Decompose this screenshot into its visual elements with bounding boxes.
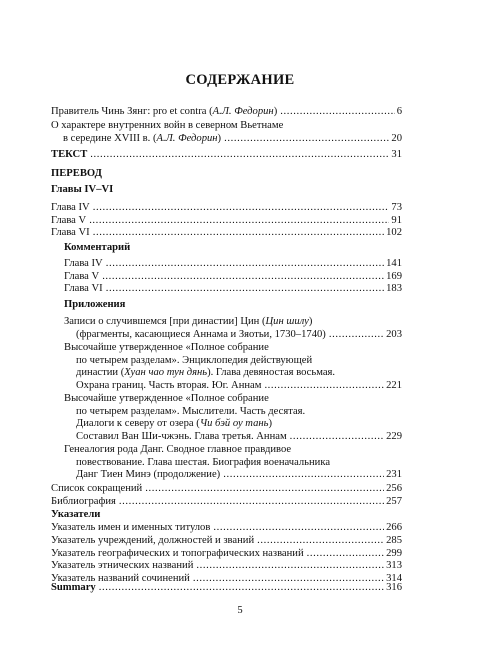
commentary-list	[64, 258, 402, 296]
leader-dots	[93, 202, 390, 215]
toc-entry-title: Список сокращений	[51, 483, 143, 494]
page-number: 169	[386, 270, 402, 282]
page-number: 6	[396, 106, 402, 117]
toc-entry-abbreviations[interactable]	[51, 483, 402, 496]
leader-dots	[106, 283, 384, 296]
page-number: 102	[386, 227, 402, 239]
toc-entry-chin-zyang[interactable]: Правитель Чинь Зянг: pro et contra (А.Л. Федорин) ..... 6	[51, 106, 402, 119]
leader-dots	[119, 496, 384, 509]
subsection-heading-chapters: Главы IV–VI	[51, 184, 114, 195]
toc-entry-chapter[interactable]	[51, 202, 402, 215]
page-number: 314	[386, 573, 402, 585]
section-heading-text: ТЕКСТ	[51, 149, 88, 160]
page-number: 316	[386, 582, 402, 593]
toc-entry-title: Указатель названий сочинений	[51, 573, 190, 585]
leader-dots	[89, 215, 389, 228]
leader-dots	[290, 431, 384, 444]
toc-entry-title: Глава IV	[51, 202, 90, 213]
page-number: 73	[391, 202, 402, 213]
page-number: 221	[386, 379, 402, 391]
toc-entry-title: Записи о случившемся [при династии] Цин (	[64, 316, 266, 327]
page-number: 231	[386, 469, 402, 481]
leader-dots	[102, 271, 384, 284]
toc-entry-chapter[interactable]	[51, 215, 402, 228]
toc-entry-title-cont: Охрана границ. Часть вторая. Юг. Аннам	[76, 379, 262, 391]
toc-entry-commentary[interactable]	[64, 258, 402, 271]
toc-entry-title: Глава IV	[64, 258, 103, 269]
toc-entry-title-cont: Составил Ван Ши-чжэнь. Глава третья. Аннам	[76, 430, 287, 442]
page-number: 31	[391, 149, 402, 160]
page-title: СОДЕРЖАНИЕ	[185, 72, 295, 88]
toc-entry-internal-wars[interactable]: О характере внутренних войн в северном Вьетнаме в середине XVIII в. (А.Л. Федорин) ..... 20	[51, 120, 402, 145]
leader-dots	[280, 106, 394, 119]
toc-entry-author: А.Л. Федорин	[156, 132, 218, 144]
toc-entry-title: Высочайше утвержденное «Полное собрание	[64, 342, 269, 353]
page-number: 91	[391, 214, 402, 226]
toc-entry-index[interactable]	[51, 560, 402, 573]
toc-entry-title: О характере внутренних войн в северном Вьетнаме	[51, 120, 284, 131]
toc-entry-index[interactable]	[51, 522, 402, 535]
page-number: 203	[386, 328, 402, 340]
toc-entry-title: Высочайше утвержденное «Полное собрание	[64, 393, 269, 404]
leader-dots	[224, 133, 389, 146]
leader-dots	[329, 329, 384, 342]
toc-entry-appendix-chi-bei-ou-tan[interactable]: Высочайше утвержденное «Полное собрание по четырем разделам». Мыслители. Часть десятая. Диалоги к северу от озера (Чи бэй оу тань) Составил Ван Ши-чжэнь. Глава третья. Аннам ..... 229	[64, 393, 402, 443]
page-number: 266	[386, 522, 402, 533]
toc-entry-appendix-dang-genealogy[interactable]: Генеалогия рода Данг. Сводное главное правдивое повествование. Глава шестая. Биография военачальника Данг Тиен Минэ (продолжение) ..... 231	[64, 444, 402, 482]
toc-entry-title: Глава VI	[64, 283, 103, 295]
page-number: 229	[386, 430, 402, 442]
leader-dots	[264, 380, 384, 393]
index-list	[51, 522, 402, 586]
toc-entry-title-cont: в середине XVIII в. (	[63, 132, 157, 144]
toc-entry-appendix-tong-dian[interactable]: Высочайше утвержденное «Полное собрание по четырем разделам». Энциклопедия действующей династии (Хуан чао тун дянь). Глава девяностая восьмая. Охрана границ. Часть вторая. Юг. Аннам ..... 221	[64, 342, 402, 392]
subsection-heading-commentary: Комментарий	[64, 242, 131, 253]
toc-entry-title: Summary	[51, 582, 96, 593]
toc-entry-title: Глава V	[51, 214, 87, 226]
toc-entry-chapter[interactable]	[51, 227, 402, 240]
toc-entry-title: Библиография	[51, 496, 116, 507]
subsection-heading-appendices: Приложения	[64, 299, 126, 310]
toc-entry-summary[interactable]	[51, 582, 402, 595]
leader-dots	[145, 483, 384, 496]
page-number: 20	[391, 132, 402, 144]
leader-dots	[90, 149, 389, 162]
page-folio-number: 5	[237, 605, 243, 616]
toc-entry-title: Генеалогия рода Данг. Сводное главное правдивое	[64, 444, 292, 455]
leader-dots	[99, 582, 384, 595]
toc-entry-commentary[interactable]	[64, 271, 402, 284]
leader-dots	[106, 258, 384, 271]
toc-entry-title-cont: (фрагменты, касающиеся Аннама и Зяотьи, 1730–1740)	[76, 328, 326, 340]
page-number: 313	[386, 560, 402, 572]
page-number: 285	[386, 534, 402, 546]
page-number: 257	[386, 496, 402, 507]
toc-entry-title: Указатель этнических названий	[51, 560, 194, 572]
page-number: 141	[386, 258, 402, 269]
toc-entry-text[interactable]	[51, 149, 402, 162]
leader-dots	[307, 548, 384, 561]
toc-entry-title: Указатель имен и именных титулов	[51, 522, 211, 533]
page-number: 183	[386, 283, 402, 295]
toc-entry-index[interactable]	[51, 548, 402, 561]
toc-entry-title-cont: Данг Тиен Минэ (продолжение)	[76, 469, 221, 481]
leader-dots	[223, 469, 384, 482]
section-heading-translation: ПЕРЕВОД	[51, 168, 102, 179]
toc-entry-title: Указатель географических и топографических названий	[51, 547, 304, 559]
leader-dots	[196, 560, 384, 573]
toc-entry-title: Глава VI	[51, 227, 90, 239]
toc-entry-appendix-qing-shilu[interactable]: Записи о случившемся [при династии] Цин (Цин шилу) (фрагменты, касающиеся Аннама и Зяотьи, 1730–1740) ..... 203	[64, 316, 402, 341]
leader-dots	[257, 535, 384, 548]
page-number: 299	[386, 547, 402, 559]
toc-entry-title: Правитель Чинь Зянг: pro et contra (	[51, 106, 213, 117]
toc-entry-author: А.Л. Федорин	[212, 106, 274, 117]
toc-entry-title: Глава V	[64, 270, 100, 282]
toc-entry-commentary[interactable]	[64, 283, 402, 296]
toc-entry-title: Указатель учреждений, должностей и званий	[51, 534, 255, 546]
leader-dots	[93, 227, 384, 240]
toc-entry-bibliography[interactable]	[51, 496, 402, 509]
chapter-list	[51, 202, 402, 240]
page-number: 256	[386, 483, 402, 494]
toc-entry-index[interactable]	[51, 535, 402, 548]
section-heading-indexes: Указатели	[51, 509, 101, 520]
leader-dots	[213, 522, 384, 535]
